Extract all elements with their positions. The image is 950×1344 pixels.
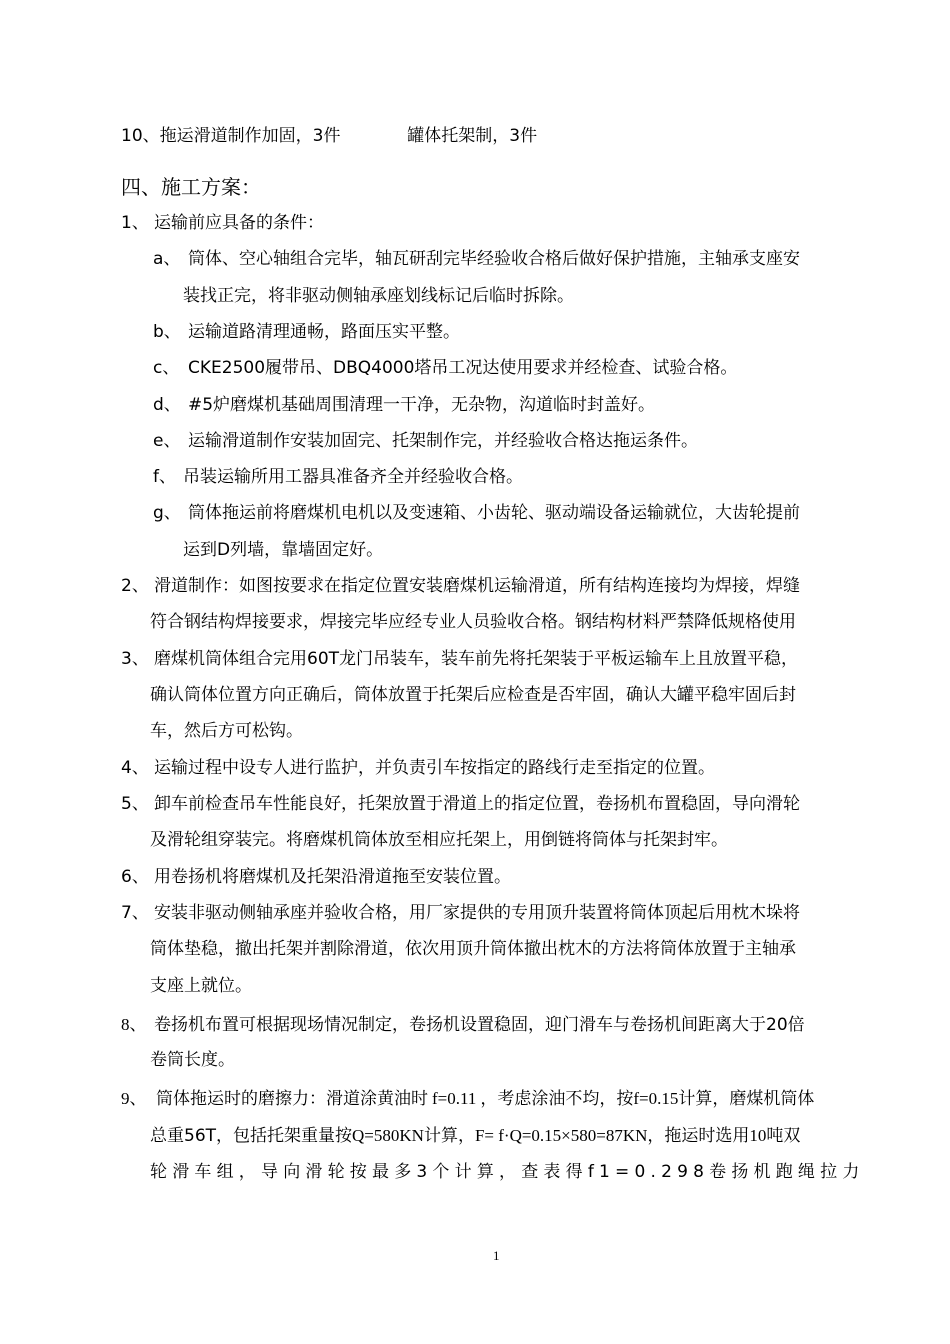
sub-item-letter: c、 xyxy=(153,358,180,378)
item-number: 8、 xyxy=(121,1015,147,1034)
item-9-formula-1: f=0.11 xyxy=(432,1089,477,1108)
sub-item-letter: b、 xyxy=(153,322,181,342)
item-9-cont-1 xyxy=(150,1124,800,1148)
item-text: 卸车前检查吊车性能良好，托架放置于滑道上的指定位置，卷扬机布置稳固，导向滑轮 xyxy=(154,794,800,814)
item-text: 安装非驱动侧轴承座并验收合格，用厂家提供的专用顶升装置将筒体顶起后用枕木垛将 xyxy=(154,903,800,923)
item-9-text-2g: 吨双 xyxy=(766,1126,801,1146)
sub-item-letter: a、 xyxy=(153,249,181,269)
line-10 xyxy=(121,124,537,148)
sub-item-g-cont: 运到D列墙，靠墙固定好。 xyxy=(183,540,384,560)
item-5 xyxy=(121,792,800,816)
sub-item-text: 筒体拖运前将磨煤机电机以及变速箱、小齿轮、驱动端设备运输就位，大齿轮提前 xyxy=(188,503,800,523)
item-7 xyxy=(121,901,800,925)
sub-item-d xyxy=(153,393,655,417)
sub-item-f xyxy=(153,465,523,489)
item-2-cont: 符合钢结构焊接要求，焊接完毕应经专业人员验收合格。钢结构材料严禁降低规格使用 xyxy=(150,612,796,632)
line-10-b: 罐体托架制，3件 xyxy=(407,126,538,146)
sub-item-a-cont: 装找正完，将非驱动侧轴承座划线标记后临时拆除。 xyxy=(183,286,574,306)
item-9 xyxy=(121,1087,814,1111)
sub-item-b xyxy=(153,320,460,344)
item-3-cont-1: 确认筒体位置方向正确后，筒体放置于托架后应检查是否牢固，确认大罐平稳牢固后封 xyxy=(150,685,796,705)
item-9-formula-3: Q=580KN xyxy=(352,1126,424,1145)
item-number: 3、 xyxy=(121,649,149,669)
sub-item-text: #5炉磨煤机基础周围清理一干净，无杂物，沟道临时封盖好。 xyxy=(188,395,656,415)
item-text: 用卷扬机将磨煤机及托架沿滑道拖至安装位置。 xyxy=(154,867,511,887)
item-4 xyxy=(121,756,715,780)
sub-item-text: 筒体、空心轴组合完毕，轴瓦研刮完毕经验收合格后做好保护措施，主轴承支座安 xyxy=(188,249,800,269)
item-text: 磨煤机筒体组合完用60T龙门吊装车，装车前先将托架装于平板运输车上且放置平稳， xyxy=(154,649,799,669)
item-number: 7、 xyxy=(121,903,149,923)
item-9-text-1c: ，考虑涂油不均，按 xyxy=(480,1089,634,1109)
item-9-text-1a: 筒体拖运时的磨擦力：滑道涂黄油时 xyxy=(156,1089,428,1109)
item-9-cont-2: 轮滑车组，导向滑轮按最多3个计算，查表得f1=0.298卷扬机跑绳拉力 xyxy=(150,1162,865,1182)
item-number: 5、 xyxy=(121,794,149,814)
item-9-text-2c: 计算， xyxy=(423,1126,475,1146)
item-number: 6、 xyxy=(121,867,149,887)
item-9-number: 10 xyxy=(749,1126,767,1145)
item-text: 滑道制作：如图按要求在指定位置安装磨煤机运输滑道，所有结构连接均为焊接，焊缝 xyxy=(154,576,800,596)
item-text: 运输前应具备的条件： xyxy=(154,213,324,233)
sub-item-c xyxy=(153,356,737,380)
item-3-cont-2: 车，然后方可松钩。 xyxy=(150,721,303,741)
item-number: 1、 xyxy=(121,213,149,233)
item-9-text-1e: 计算，磨煤机筒体 xyxy=(678,1089,815,1109)
sub-item-letter: f、 xyxy=(153,467,176,487)
item-9-formula-2: f=0.15 xyxy=(633,1089,679,1108)
sub-item-text: 吊装运输所用工器具准备齐全并经验收合格。 xyxy=(183,467,523,487)
sub-item-letter: e、 xyxy=(153,431,181,451)
sub-item-text: CKE2500履带吊、DBQ4000塔吊工况达使用要求并经检查、试验合格。 xyxy=(188,358,738,378)
item-6 xyxy=(121,865,511,889)
item-9-text-2a: 总重56T，包括托架重量按 xyxy=(150,1126,353,1146)
item-text: 运输过程中设专人进行监护，并负责引车按指定的路线行走至指定的位置。 xyxy=(154,758,715,778)
sub-item-letter: g、 xyxy=(153,503,181,523)
item-number: 4、 xyxy=(121,758,149,778)
item-number: 9、 xyxy=(121,1089,147,1108)
item-7-cont-2: 支座上就位。 xyxy=(150,976,252,996)
item-8-cont: 卷筒长度。 xyxy=(150,1050,235,1070)
item-2 xyxy=(121,574,800,598)
item-9-formula-4: F= f·Q=0.15×580=87KN xyxy=(474,1126,648,1145)
item-number: 2、 xyxy=(121,576,149,596)
sub-item-e xyxy=(153,429,698,453)
item-5-cont: 及滑轮组穿装完。将磨煤机筒体放至相应托架上，用倒链将筒体与托架封牢。 xyxy=(150,830,728,850)
sub-item-text: 运输道路清理通畅，路面压实平整。 xyxy=(188,322,460,342)
item-text: 卷扬机布置可根据现场情况制定，卷扬机设置稳固，迎门滑车与卷扬机间距离大于20倍 xyxy=(154,1015,805,1035)
page-number: 1 xyxy=(493,1248,500,1263)
sub-item-text: 运输滑道制作安装加固完、托架制作完，并经验收合格达拖运条件。 xyxy=(188,431,698,451)
sub-item-a xyxy=(153,247,800,271)
section-heading: 四、施工方案： xyxy=(121,175,261,199)
item-1 xyxy=(121,211,324,235)
item-3 xyxy=(121,647,798,671)
sub-item-g xyxy=(153,501,800,525)
item-9-text-2e: ，拖运时选用 xyxy=(647,1126,750,1146)
sub-item-letter: d、 xyxy=(153,395,181,415)
line-10-a: 10、拖运滑道制作加固，3件 xyxy=(121,126,341,146)
item-8 xyxy=(121,1013,805,1037)
item-7-cont-1: 筒体垫稳，撤出托架并割除滑道，依次用顶升筒体撤出枕木的方法将筒体放置于主轴承 xyxy=(150,939,796,959)
